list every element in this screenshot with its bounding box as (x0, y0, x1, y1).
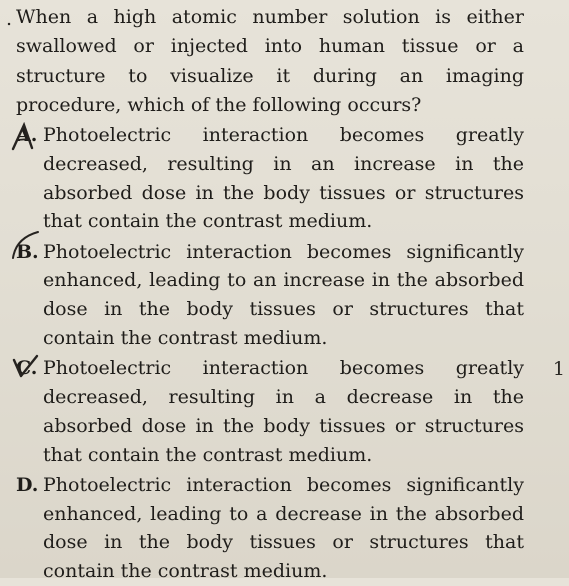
option-c-letter: C. (16, 357, 38, 380)
option-a-text: Photoelectric interaction becomes greatly decreased, resulting in an increase in the absorbed dose in the body tissues or structures that contain the contrast medium. (43, 124, 524, 233)
option-b-text: Photoelectric interaction becomes significantly enhanced, leading to an increase in the absorbed dose in the body tissues or structures that contain the contrast medium. (43, 240, 524, 349)
option-b (16, 238, 524, 353)
answer-options (16, 121, 524, 586)
option-a (16, 121, 524, 236)
option-d (16, 471, 524, 586)
question-lead-mark: . (6, 8, 13, 30)
margin-mark: 1 (552, 358, 565, 380)
option-d-letter: D. (16, 473, 39, 496)
option-c-text: Photoelectric interaction becomes greatly decreased, resulting in a decrease in the absorbed dose in the body tissues or structures that contain the contrast medium. (43, 357, 524, 466)
question-stem: When a high atomic number solution is either swallowed or injected into human tissue or a structure to visualize it during an imaging procedure, which of the following occurs? (16, 6, 524, 116)
option-a-letter: A. (16, 124, 38, 146)
option-b-letter: B. (16, 240, 39, 263)
option-d-text: Photoelectric interaction becomes significantly enhanced, leading to a decrease in the absorbed dose in the body tissues or structures that contain the contrast medium. (43, 473, 524, 583)
option-c (16, 354, 524, 469)
